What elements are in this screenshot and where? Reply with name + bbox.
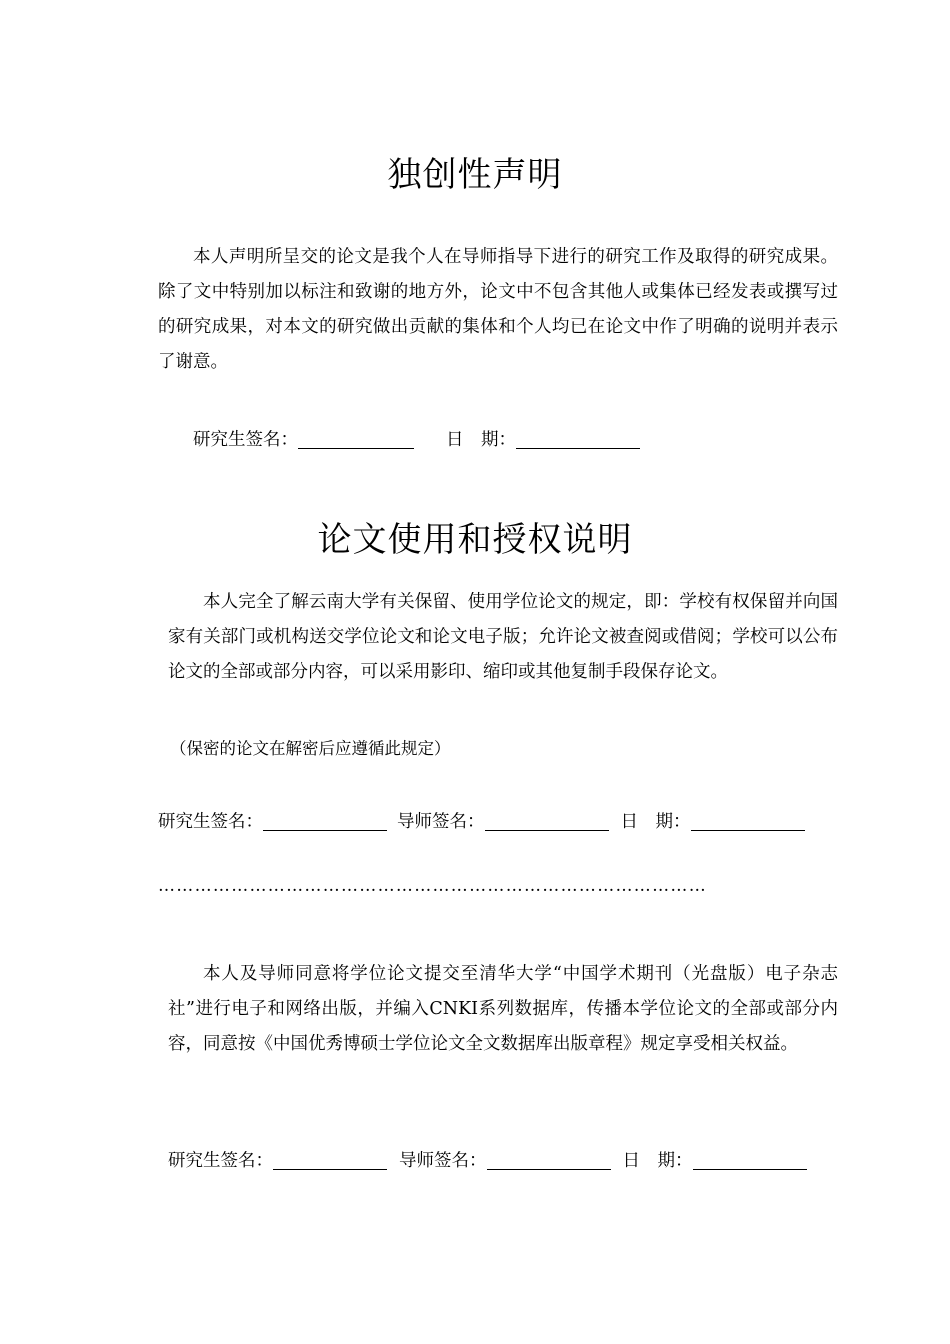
usage-authorization-title: 论文使用和授权说明 (317, 520, 633, 560)
publication-signature-line (168, 1147, 807, 1175)
date-label: 日 期： (622, 1151, 693, 1171)
student-signature-field[interactable] (298, 428, 414, 449)
originality-signature-line (193, 426, 640, 454)
date-label: 日 期： (620, 812, 691, 832)
dotted-separator: ……………………………………………………………………………… (158, 876, 707, 896)
student-signature-field[interactable] (273, 1149, 387, 1170)
advisor-signature-field[interactable] (485, 810, 609, 831)
date-label: 日 期： (446, 430, 516, 450)
student-signature-label: 研究生签名： (168, 1151, 273, 1171)
cnki-publication-paragraph: 本人及导师同意将学位论文提交至清华大学“中国学术期刊（光盘版）电子杂志社”进行电子和网络出版，并编入CNKI系列数据库，传播本学位论文的全部或部分内容，同意按《中国优秀博硕士学位论文全文数据库出版章程》规定享受相关权益。 (168, 964, 838, 1054)
date-field[interactable] (691, 810, 805, 831)
advisor-signature-label: 导师签名： (397, 812, 485, 832)
date-field[interactable] (516, 428, 640, 449)
student-signature-field[interactable] (263, 810, 387, 831)
student-signature-label: 研究生签名： (193, 430, 298, 450)
student-signature-label: 研究生签名： (158, 812, 263, 832)
date-field[interactable] (693, 1149, 807, 1170)
advisor-signature-field[interactable] (487, 1149, 611, 1170)
originality-declaration-title: 独创性声明 (387, 155, 563, 195)
advisor-signature-label: 导师签名： (399, 1151, 487, 1171)
usage-authorization-paragraph: 本人完全了解云南大学有关保留、使用学位论文的规定，即：学校有权保留并向国家有关部门或机构送交学位论文和论文电子版；允许论文被查阅或借阅；学校可以公布论文的全部或部分内容，可以采用影印、缩印或其他复制手段保存论文。 (168, 592, 838, 682)
originality-declaration-paragraph: 本人声明所呈交的论文是我个人在导师指导下进行的研究工作及取得的研究成果。除了文中特别加以标注和致谢的地方外，论文中不包含其他人或集体已经发表或撰写过的研究成果，对本文的研究做出贡献的集体和个人均已在论文中作了明确的说明并表示了谢意。 (158, 247, 838, 372)
confidential-note: （保密的论文在解密后应遵循此规定） (170, 739, 451, 758)
authorization-signature-line (158, 808, 805, 836)
